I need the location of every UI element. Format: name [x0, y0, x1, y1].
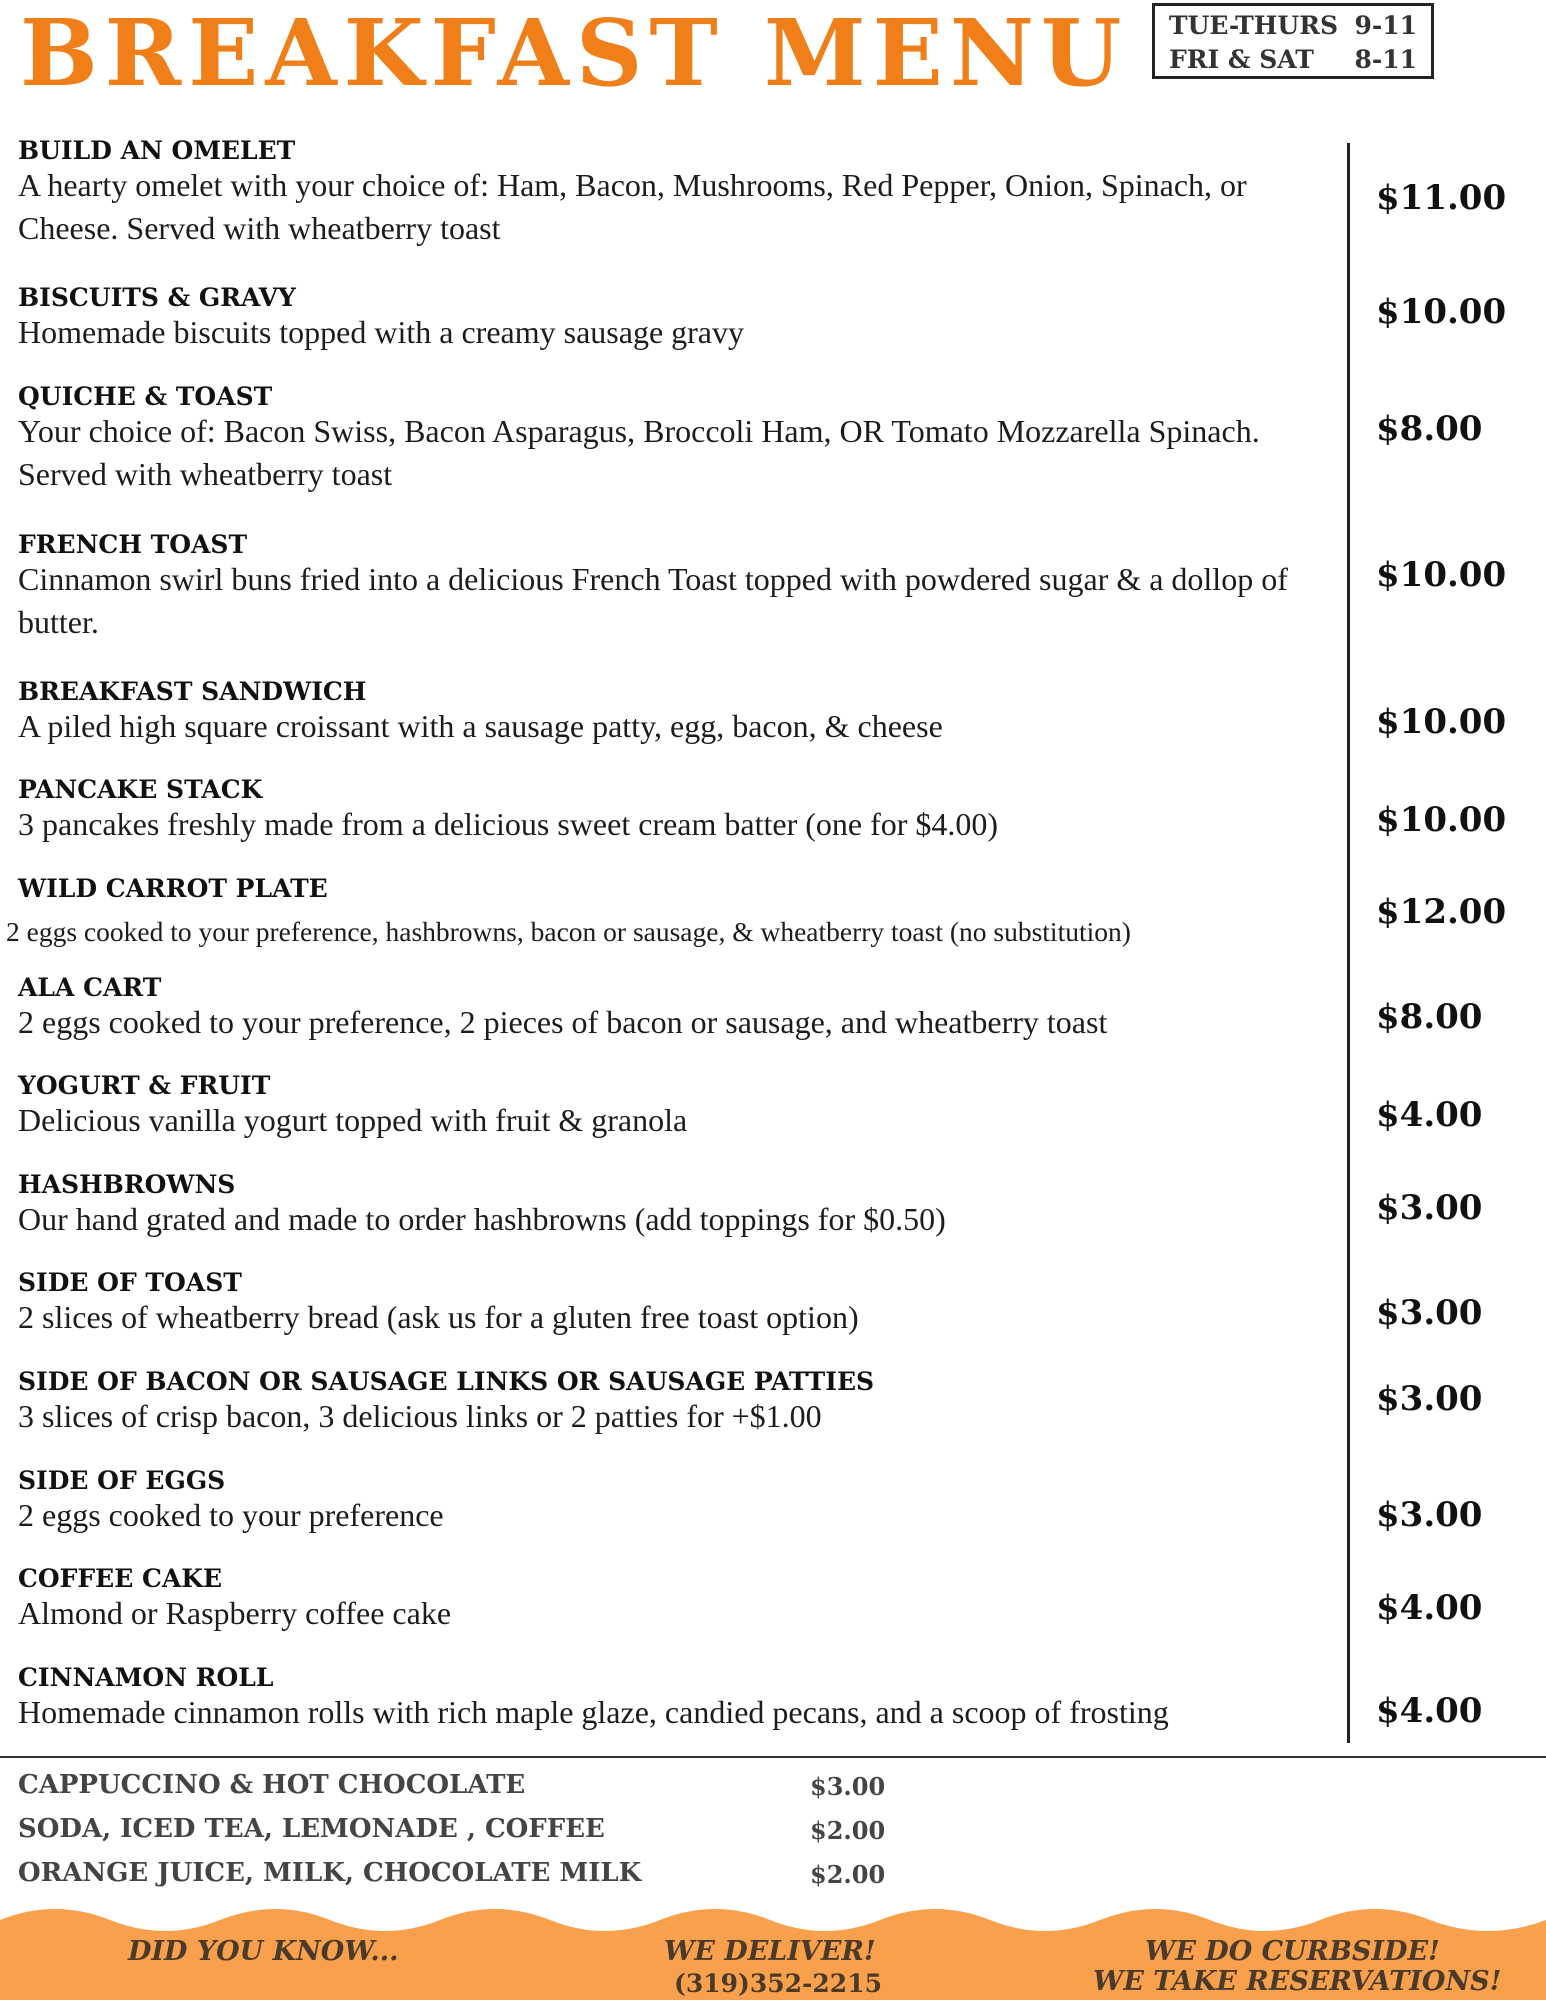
hours-days: FRI & SAT: [1169, 45, 1314, 74]
item-price: $10.00: [1376, 555, 1507, 595]
drink-name: ORANGE JUICE, MILK, CHOCOLATE MILK: [18, 1858, 642, 1888]
item-price: $3.00: [1376, 1188, 1483, 1228]
item-description: 2 eggs cooked to your preference, 2 pieces of bacon or sausage, and wheatberry toast: [18, 1004, 1108, 1040]
item-name: CINNAMON ROLL: [18, 1663, 274, 1692]
item-description: Homemade cinnamon rolls with rich maple glaze, candied pecans, and a scoop of frosting: [18, 1694, 1169, 1730]
item-name: BUILD AN OMELET: [18, 136, 296, 165]
footer-reservations: WE TAKE RESERVATIONS!: [1093, 1966, 1502, 1997]
item-name: YOGURT & FRUIT: [18, 1071, 271, 1100]
item-name: FRENCH TOAST: [18, 530, 248, 559]
drinks-section: [0, 1770, 1000, 1900]
item-description: 2 eggs cooked to your preference, hashbrowns, bacon or sausage, & wheatberry toast (no substitution): [6, 916, 1131, 947]
item-description: Delicious vanilla yogurt topped with fruit & granola: [18, 1102, 688, 1138]
footer-banner: [0, 1900, 1546, 2000]
hours-time: 9-11: [1354, 11, 1417, 40]
item-name: PANCAKE STACK: [18, 775, 263, 804]
item-description: Cinnamon swirl buns fried into a delicious French Toast topped with powdered sugar & a dollop of butter.: [18, 561, 1288, 640]
item-description: 3 slices of crisp bacon, 3 delicious links or 2 patties for +$1.00: [18, 1398, 822, 1434]
item-name: HASHBROWNS: [18, 1170, 236, 1199]
section-divider: [0, 1756, 1546, 1758]
drink-name: CAPPUCCINO & HOT CHOCOLATE: [18, 1770, 526, 1800]
item-price: $8.00: [1376, 409, 1483, 449]
hours-time: 8-11: [1354, 45, 1417, 74]
item-price: $12.00: [1376, 892, 1507, 932]
drink-price: $2.00: [810, 1816, 886, 1845]
item-description: Almond or Raspberry coffee cake: [18, 1595, 452, 1631]
item-name: BISCUITS & GRAVY: [18, 283, 296, 312]
item-name: QUICHE & TOAST: [18, 382, 273, 411]
item-description: 3 pancakes freshly made from a delicious sweet cream batter (one for $4.00): [18, 806, 999, 842]
item-description: A piled high square croissant with a sausage patty, egg, bacon, & cheese: [18, 708, 943, 744]
footer-did-you-know: DID YOU KNOW...: [128, 1936, 399, 1967]
drink-row: [18, 1770, 978, 1814]
item-price: $11.00: [1376, 178, 1507, 218]
item-price: $4.00: [1376, 1691, 1483, 1731]
item-description: Our hand grated and made to order hashbrowns (add toppings for $0.50): [18, 1201, 946, 1237]
item-price: $10.00: [1376, 702, 1507, 742]
item-name: COFFEE CAKE: [18, 1564, 223, 1593]
footer-phone: (319)352-2215: [674, 1969, 882, 1998]
menu-title: BREAKFAST MENU: [20, 0, 1129, 107]
drink-row: [18, 1858, 978, 1902]
item-price: $3.00: [1376, 1379, 1483, 1419]
item-price: $3.00: [1376, 1495, 1483, 1535]
hours-days: TUE-THURS: [1169, 11, 1339, 40]
item-price: $4.00: [1376, 1588, 1483, 1628]
item-price: $4.00: [1376, 1095, 1483, 1135]
item-price: $10.00: [1376, 292, 1507, 332]
footer-curbside: WE DO CURBSIDE!: [1145, 1936, 1440, 1967]
item-price: $8.00: [1376, 997, 1483, 1037]
item-name: SIDE OF TOAST: [18, 1268, 242, 1297]
footer-deliver: WE DELIVER!: [664, 1936, 876, 1967]
item-description: 2 eggs cooked to your preference: [18, 1497, 444, 1533]
item-price: $10.00: [1376, 800, 1507, 840]
item-name: BREAKFAST SANDWICH: [18, 677, 367, 706]
item-description: Homemade biscuits topped with a creamy sausage gravy: [18, 314, 744, 350]
item-description: 2 slices of wheatberry bread (ask us for a gluten free toast option): [18, 1299, 859, 1335]
item-price: $3.00: [1376, 1293, 1483, 1333]
drink-row: [18, 1814, 978, 1858]
item-description: Your choice of: Bacon Swiss, Bacon Asparagus, Broccoli Ham, OR Tomato Mozzarella Spinach. Served with wheatberry toast: [18, 413, 1260, 492]
drink-name: SODA, ICED TEA, LEMONADE , COFFEE: [18, 1814, 605, 1844]
item-description: A hearty omelet with your choice of: Ham, Bacon, Mushrooms, Red Pepper, Onion, Spinach, or Cheese. Served with wheatberry toast: [18, 167, 1247, 246]
item-name: SIDE OF BACON OR SAUSAGE LINKS OR SAUSAGE PATTIES: [18, 1367, 875, 1396]
item-name: WILD CARROT PLATE: [18, 874, 328, 903]
item-name: SIDE OF EGGS: [18, 1466, 226, 1495]
drink-price: $3.00: [810, 1772, 886, 1801]
drink-price: $2.00: [810, 1860, 886, 1889]
item-name: ALA CART: [18, 973, 162, 1002]
